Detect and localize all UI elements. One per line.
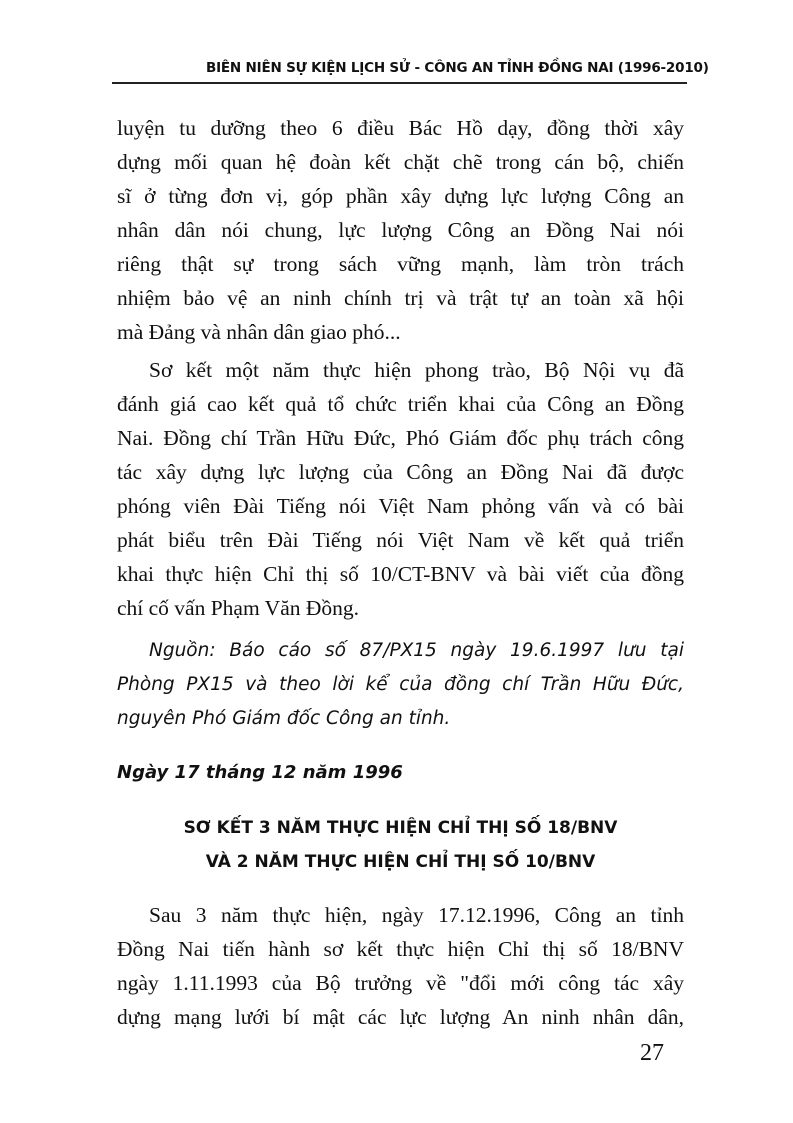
heading-line: VÀ 2 NĂM THỰC HIỆN CHỈ THỊ SỐ 10/BNV [205,852,596,872]
text-line: phát biểu trên Đài Tiếng nói Việt Nam về kết quả triển [117,528,684,552]
running-header: BIÊN NIÊN SỰ KIỆN LỊCH SỬ - CÔNG AN TỈNH ĐỒNG NAI (1996-2010) [206,60,709,76]
text-line: ngày 1.11.1993 của Bộ trưởng về "đổi mới công tác xây [117,971,684,995]
paragraph-3 [117,898,684,1034]
text-line: Phòng PX15 và theo lời kể của đồng chí Trần Hữu Đức, [117,674,684,695]
text-line: Nai. Đồng chí Trần Hữu Đức, Phó Giám đốc phụ trách công [117,426,684,450]
entry-date: Ngày 17 tháng 12 năm 1996 [117,762,403,783]
text-line: nguyên Phó Giám đốc Công an tỉnh. [117,708,451,729]
text-line: nhân dân nói chung, lực lượng Công an Đồng Nai nói [117,218,684,242]
paragraph-2 [117,353,684,625]
text-line: phóng viên Đài Tiếng nói Việt Nam phỏng vấn và có bài [117,494,684,518]
text-line: Đồng Nai tiến hành sơ kết thực hiện Chỉ thị số 18/BNV [117,937,684,961]
page-number: 27 [640,1040,664,1066]
source-note [117,634,684,736]
text-line: mà Đảng và nhân dân giao phó... [117,320,401,344]
text-line: Nguồn: Báo cáo số 87/PX15 ngày 19.6.1997 lưu tại [149,640,684,661]
text-line: khai thực hiện Chỉ thị số 10/CT-BNV và bài viết của đồng [117,562,684,586]
text-line: sĩ ở từng đơn vị, góp phần xây dựng lực lượng Công an [117,184,684,208]
entry-heading [117,811,684,879]
text-line: luyện tu dưỡng theo 6 điều Bác Hồ dạy, đồng thời xây [117,116,684,140]
header-rule [112,82,687,84]
paragraph-1 [117,111,684,349]
text-line: nhiệm bảo vệ an ninh chính trị và trật tự an toàn xã hội [117,286,684,310]
text-line: dựng mối quan hệ đoàn kết chặt chẽ trong cán bộ, chiến [117,150,684,174]
text-line: chí cố vấn Phạm Văn Đồng. [117,596,360,620]
heading-line: SƠ KẾT 3 NĂM THỰC HIỆN CHỈ THỊ SỐ 18/BNV [183,818,618,838]
text-line: tác xây dựng lực lượng của Công an Đồng Nai đã được [117,460,684,484]
text-line: Sau 3 năm thực hiện, ngày 17.12.1996, Công an tỉnh [149,903,684,927]
text-line: đánh giá cao kết quả tổ chức triển khai của Công an Đồng [117,392,684,416]
text-line: riêng thật sự trong sách vững mạnh, làm tròn trách [117,252,684,276]
text-line: Sơ kết một năm thực hiện phong trào, Bộ Nội vụ đã [149,358,684,382]
text-line: dựng mạng lưới bí mật các lực lượng An ninh nhân dân, [117,1005,684,1029]
